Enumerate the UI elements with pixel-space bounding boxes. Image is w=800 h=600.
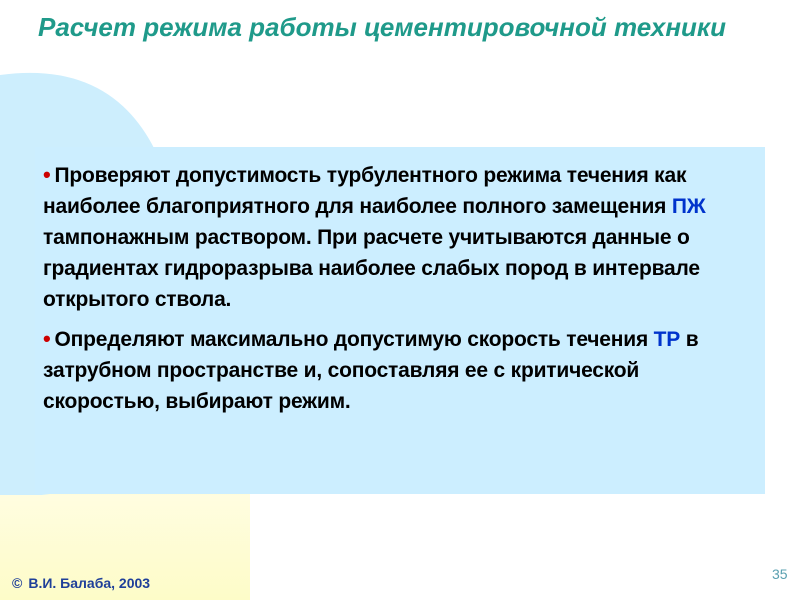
- slide-title: Расчет режима работы цементировочной техники: [38, 12, 726, 42]
- bullet-icon: •: [43, 162, 51, 187]
- abbr-tr: ТР: [653, 328, 681, 351]
- footer-author: В.И. Балаба, 2003: [28, 575, 151, 591]
- paragraph-1-text-b: тампонажным раствором. При расчете учитываются данные о градиентах гидроразрыва наиболее слабых пород в интервале открытого ствола.: [43, 226, 700, 311]
- content-box: [35, 147, 765, 494]
- bullet-paragraph-1: [43, 159, 755, 315]
- paragraph-2-text-a: Определяют максимально допустимую скорость течения: [54, 328, 654, 351]
- bullet-icon: •: [43, 326, 51, 351]
- paragraph-2-text-b: в затрубном пространстве и, сопоставляя ее с критической скоростью, выбирают режим.: [43, 328, 699, 413]
- footer-copyright: [12, 575, 150, 591]
- abbr-pzh: ПЖ: [671, 195, 706, 218]
- copyright-icon: ©: [12, 575, 23, 591]
- page-number: 35: [772, 566, 788, 582]
- paragraph-1-text-a: Проверяют допустимость турбулентного режима течения как наиболее благоприятного для наиболее полного замещения: [43, 164, 687, 218]
- bullet-paragraph-2: [43, 323, 755, 417]
